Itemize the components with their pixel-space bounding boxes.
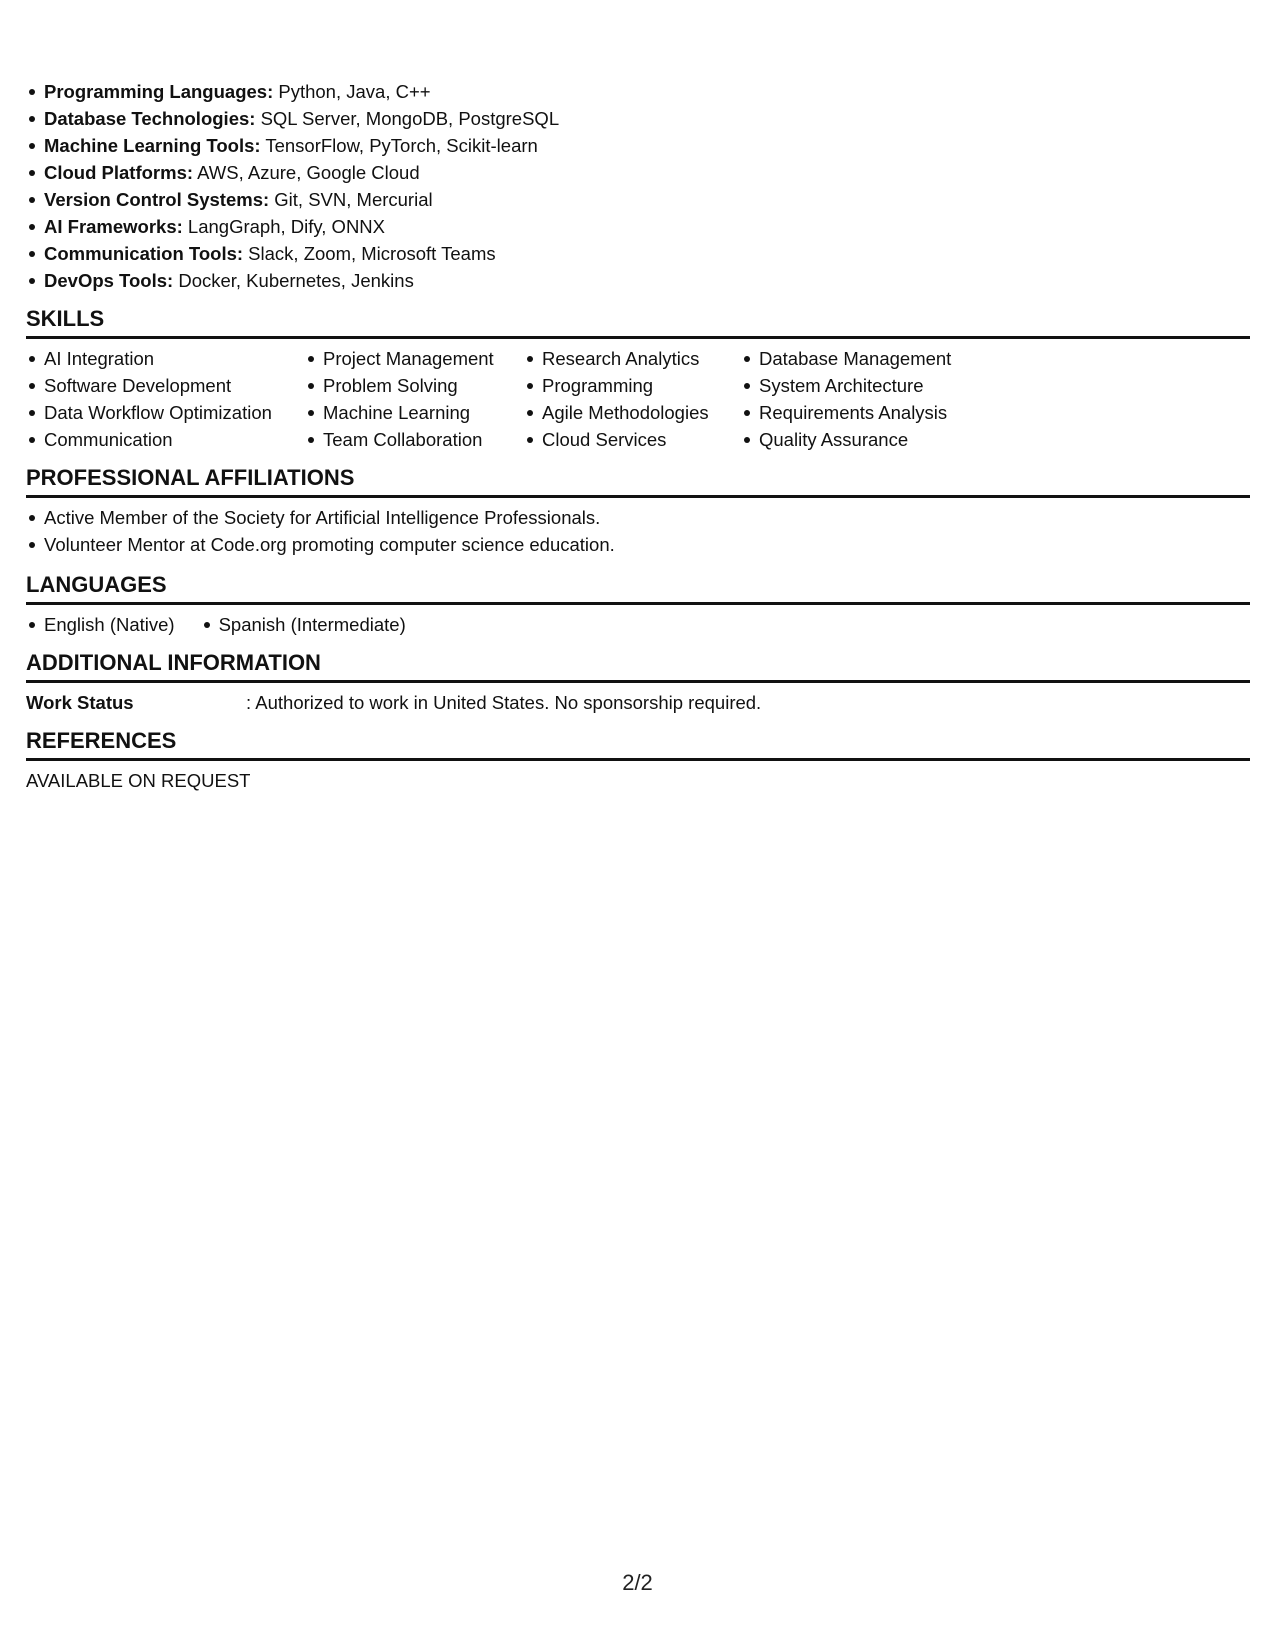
skill-item: Agile Methodologies xyxy=(524,399,741,426)
skill-item: System Architecture xyxy=(741,372,1001,399)
skill-item: Quality Assurance xyxy=(741,426,1001,453)
tech-skill-label: Communication Tools: xyxy=(44,243,244,264)
tech-skill-value: AWS, Azure, Google Cloud xyxy=(193,162,420,183)
skills-column xyxy=(26,345,305,453)
skill-item: Communication xyxy=(26,426,305,453)
skills-heading: SKILLS xyxy=(26,306,1250,339)
skill-item: Programming xyxy=(524,372,741,399)
tech-skill-label: AI Frameworks: xyxy=(44,216,183,237)
skill-item: Requirements Analysis xyxy=(741,399,1001,426)
technical-skills-list xyxy=(26,78,1250,294)
tech-skill-value: Slack, Zoom, Microsoft Teams xyxy=(243,243,496,264)
tech-skill-value: Docker, Kubernetes, Jenkins xyxy=(173,270,414,291)
affiliations-list xyxy=(26,504,1250,558)
additional-info-heading: ADDITIONAL INFORMATION xyxy=(26,650,1250,683)
affiliation-item: Volunteer Mentor at Code.org promoting computer science education. xyxy=(26,531,1250,558)
tech-skill-label: Version Control Systems: xyxy=(44,189,270,210)
tech-skill-value: Git, SVN, Mercurial xyxy=(269,189,433,210)
tech-skill-label: Machine Learning Tools: xyxy=(44,135,261,156)
affiliation-item: Active Member of the Society for Artificial Intelligence Professionals. xyxy=(26,504,1250,531)
work-status-row xyxy=(26,689,1250,716)
tech-skill-value: SQL Server, MongoDB, PostgreSQL xyxy=(255,108,560,129)
skill-item: Data Workflow Optimization xyxy=(26,399,305,426)
tech-skill-value: Python, Java, C++ xyxy=(273,81,431,102)
list-item xyxy=(26,132,1250,159)
resume-page xyxy=(26,78,1250,794)
skills-column xyxy=(305,345,524,453)
tech-skill-value: TensorFlow, PyTorch, Scikit-learn xyxy=(260,135,538,156)
list-item xyxy=(26,267,1250,294)
list-item xyxy=(26,159,1250,186)
language-item: Spanish (Intermediate) xyxy=(201,611,406,638)
affiliations-heading: PROFESSIONAL AFFILIATIONS xyxy=(26,465,1250,498)
skill-item: Cloud Services xyxy=(524,426,741,453)
tech-skill-label: DevOps Tools: xyxy=(44,270,174,291)
languages-heading: LANGUAGES xyxy=(26,572,1250,605)
list-item xyxy=(26,213,1250,240)
skill-item: Software Development xyxy=(26,372,305,399)
skill-item: Database Management xyxy=(741,345,1001,372)
skill-item: Team Collaboration xyxy=(305,426,524,453)
languages-list xyxy=(26,611,1250,638)
tech-skill-value: LangGraph, Dify, ONNX xyxy=(182,216,386,237)
skill-item: Problem Solving xyxy=(305,372,524,399)
skill-item: Research Analytics xyxy=(524,345,741,372)
references-text: AVAILABLE ON REQUEST xyxy=(26,770,251,791)
skill-item: Project Management xyxy=(305,345,524,372)
skill-item: Machine Learning xyxy=(305,399,524,426)
references-heading: REFERENCES xyxy=(26,728,1250,761)
tech-skill-label: Cloud Platforms: xyxy=(44,162,194,183)
list-item xyxy=(26,240,1250,267)
list-item xyxy=(26,186,1250,213)
work-status-label: Work Status xyxy=(26,692,134,713)
skills-column xyxy=(741,345,1001,453)
list-item xyxy=(26,78,1250,105)
list-item xyxy=(26,105,1250,132)
tech-skill-label: Programming Languages: xyxy=(44,81,274,102)
skills-column xyxy=(524,345,741,453)
page-number: 2/2 xyxy=(622,1570,653,1595)
language-item: English (Native) xyxy=(26,611,175,638)
work-status-value: : Authorized to work in United States. No sponsorship required. xyxy=(246,692,762,713)
skill-item: AI Integration xyxy=(26,345,305,372)
skills-grid xyxy=(26,345,1250,453)
tech-skill-label: Database Technologies: xyxy=(44,108,256,129)
